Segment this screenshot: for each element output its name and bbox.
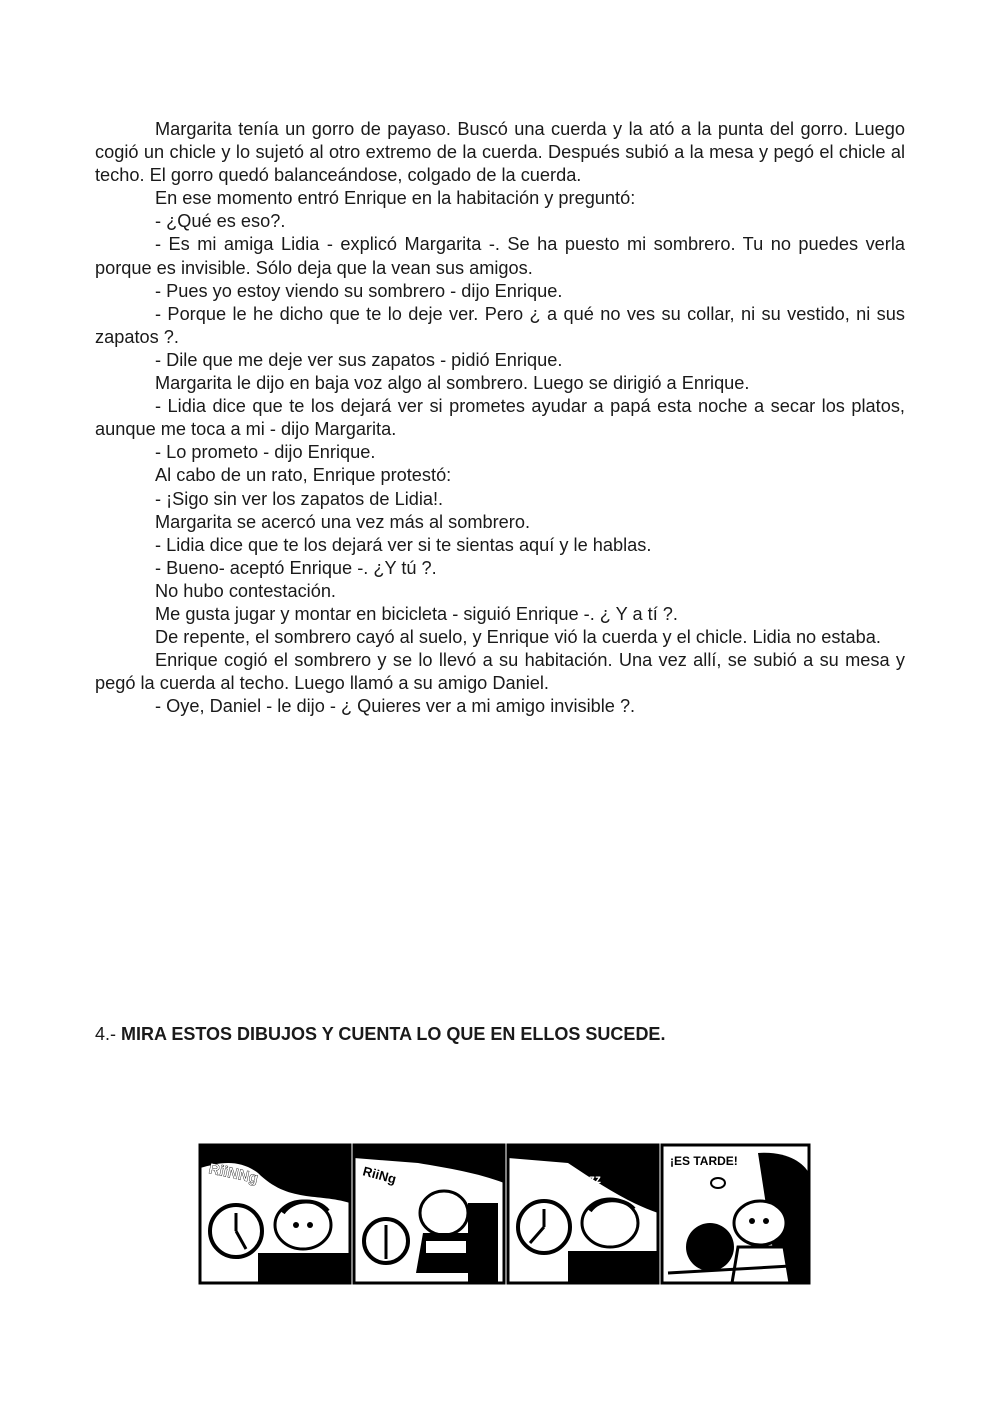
story-paragraph: - Bueno- aceptó Enrique -. ¿Y tú ?. — [155, 557, 437, 578]
panel3-sound-text: zzz — [583, 1172, 601, 1186]
comic-panel-2 — [354, 1145, 504, 1283]
story-paragraph: Al cabo de un rato, Enrique protestó: — [155, 465, 452, 486]
story-paragraph: Margarita tenía un gorro de payaso. Buscó una cuerda y la ató a la punta del gorro. Luego cogió un chicle y lo sujetó al otro extremo de la cuerda. Después subió a la mesa y pegó el chicle al techo. El gorro quedó balanceándose, colgado de la cuerda. — [95, 119, 905, 186]
story-paragraph: De repente, el sombrero cayó al suelo, y Enrique vió la cuerda y el chicle. Lidia no estaba. — [155, 627, 881, 648]
story-paragraph: Margarita se acercó una vez más al sombrero. — [155, 511, 531, 532]
story-text — [95, 118, 905, 718]
comic-panel-1 — [200, 1145, 350, 1283]
task-number: 4.- — [95, 1024, 117, 1044]
story-paragraph: - Oye, Daniel - le dijo - ¿ Quieres ver a mi amigo invisible ?. — [155, 696, 636, 717]
comic-strip — [198, 1143, 811, 1285]
story-paragraph: No hubo contestación. — [155, 580, 336, 601]
panel4-speech-text: ¡ES TARDE! — [670, 1154, 738, 1168]
story-paragraph: - Pues yo estoy viendo su sombrero - dijo Enrique. — [155, 280, 563, 301]
panel1-sound-text: RiiNNg — [207, 1160, 260, 1188]
panel2-sound-text: RiiNg — [361, 1163, 398, 1187]
story-paragraph: Me gusta jugar y montar en bicicleta - siguió Enrique -. ¿ Y a tí ?. — [155, 603, 678, 624]
story-paragraph: - ¡Sigo sin ver los zapatos de Lidia!. — [155, 488, 444, 509]
story-paragraph: Margarita le dijo en baja voz algo al sombrero. Luego se dirigió a Enrique. — [155, 373, 750, 394]
story-paragraph: - ¿Qué es eso?. — [155, 211, 286, 232]
story-paragraph: En ese momento entró Enrique en la habitación y preguntó: — [155, 188, 636, 209]
story-paragraph: - Porque le he dicho que te lo deje ver. Pero ¿ a qué no ves su collar, ni su vestido, ni sus zapatos ?. — [95, 303, 905, 347]
story-paragraph: - Lo prometo - dijo Enrique. — [155, 442, 376, 463]
story-paragraph: - Es mi amiga Lidia - explicó Margarita -. Se ha puesto mi sombrero. Tu no puedes verla porque es invisible. Sólo deja que la vean sus amigos. — [95, 234, 905, 278]
task-instruction: MIRA ESTOS DIBUJOS Y CUENTA LO QUE EN ELLOS SUCEDE. — [121, 1024, 666, 1044]
task-heading — [95, 1022, 665, 1046]
story-paragraph: - Lidia dice que te los dejará ver si te sientas aquí y le hablas. — [155, 534, 652, 555]
comic-panel-4 — [662, 1145, 809, 1283]
story-paragraph: - Lidia dice que te los dejará ver si prometes ayudar a papá esta noche a secar los platos, aunque me toca a mi - dijo Margarita. — [95, 396, 905, 440]
comic-panel-3 — [508, 1145, 658, 1283]
story-paragraph: Enrique cogió el sombrero y se lo llevó a su habitación. Una vez allí, se subió a su mesa y pegó la cuerda al techo. Luego llamó a su amigo Daniel. — [95, 650, 905, 694]
story-paragraph: - Dile que me deje ver sus zapatos - pidió Enrique. — [155, 349, 563, 370]
